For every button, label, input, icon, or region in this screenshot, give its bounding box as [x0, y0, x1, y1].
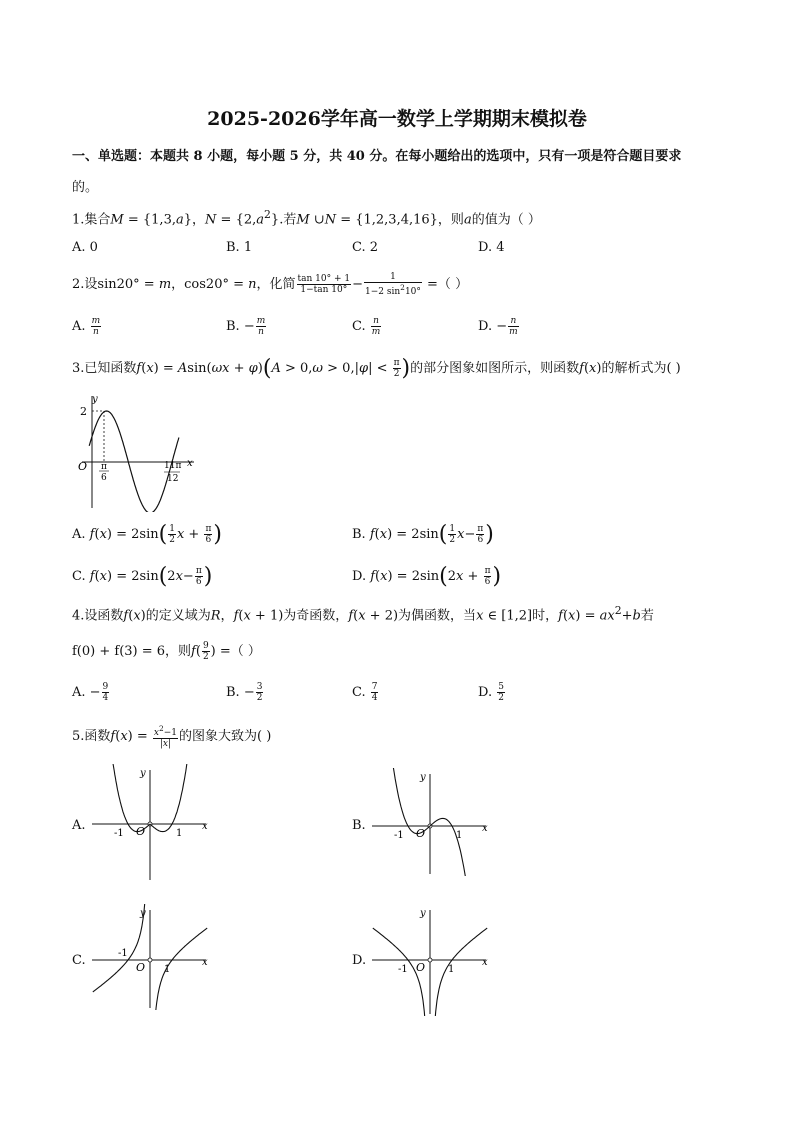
x-label: x	[202, 957, 208, 968]
page-title: 2025-2026学年高一数学上学期期末模拟卷	[207, 108, 587, 130]
one-label: 1	[176, 828, 183, 839]
y-label: y	[420, 908, 426, 919]
section-heading-cont: 的。	[72, 180, 99, 195]
q3-option-b[interactable]: B. f(x) = 2sin( $\frac{1}{2}$ x− $\frac{\pi}{6}$ )	[352, 522, 494, 547]
q3-graph	[72, 392, 202, 512]
question-3: 3.已知函数f(x) = Asin(ωx + φ)(A > 0,ω > 0,|φ| < $\frac{\pi}{2}$ )的部分图象如图所示，则函数f(x)的解析式为( )	[72, 356, 681, 381]
q1-option-d[interactable]: D. 4	[478, 240, 505, 255]
q4-option-a[interactable]: A. − $\frac{9}{4}$	[72, 682, 109, 703]
q5-option-a[interactable]: A.	[72, 818, 86, 833]
q5-option-c[interactable]: C.	[72, 953, 86, 968]
q5-graph-a	[92, 764, 216, 882]
x-label: x	[202, 821, 208, 832]
q5-graph-b	[372, 768, 496, 876]
x-label: x	[482, 957, 488, 968]
q5-option-d[interactable]: D.	[352, 953, 367, 968]
svg-text:6: 6	[101, 473, 107, 483]
q5-option-b[interactable]: B.	[352, 818, 366, 833]
svg-text:π: π	[101, 462, 107, 472]
section-heading: 一、单选题：本题共 8 小题，每小题 5 分，共 40 分。在每小题给出的选项中，只有一项是符合题目要求	[72, 149, 682, 164]
neg-one-label: -1	[398, 964, 408, 975]
q2-option-c[interactable]: C. $\frac{n}{m}$	[352, 316, 381, 337]
q4-option-c[interactable]: C. $\frac{7}{4}$	[352, 682, 378, 703]
q2-option-b[interactable]: B. − $\frac{m}{n}$	[226, 316, 266, 337]
origin-label: O	[416, 961, 426, 974]
origin-label: O	[416, 827, 426, 840]
one-label: 1	[164, 964, 171, 975]
y-label: y	[420, 772, 426, 783]
curve-branch-2	[155, 928, 207, 1010]
origin-label: O	[136, 825, 146, 838]
q4-option-d[interactable]: D. $\frac{5}{2}$	[478, 682, 504, 703]
curve-branch-1	[384, 768, 475, 876]
y-label: y	[140, 768, 146, 779]
neg-one-label: -1	[394, 830, 404, 841]
q1-option-c[interactable]: C. 2	[352, 240, 379, 255]
origin-point	[428, 958, 432, 962]
svg-text:O: O	[78, 460, 88, 473]
q4-option-b[interactable]: B. − $\frac{3}{2}$	[226, 682, 263, 703]
one-label: 1	[448, 964, 455, 975]
q3-option-d[interactable]: D. f(x) = 2sin(2x + $\frac{\pi}{6}$ )	[352, 564, 502, 589]
question-2: 2.设sin20° = m，cos20° = n，化简 $\frac{\tan 10^\circ + 1}{1-\tan 10^\circ}$ − $\frac{1}{1-2 \sin^210^\circ}$ =（ ）	[72, 272, 469, 297]
svg-text:11π: 11π	[164, 461, 182, 471]
neg-one-label: -1	[114, 828, 124, 839]
y-label: y	[140, 908, 146, 919]
svg-text:y: y	[92, 394, 98, 405]
origin-point	[148, 958, 152, 962]
q1-number: 1.	[72, 212, 85, 228]
question-5: 5.函数f(x) = $\frac{x^2-1}{|x|}$ 的图象大致为( )	[72, 724, 272, 749]
origin-label: O	[136, 961, 146, 974]
question-1: 1.集合M = {1,3,a}，$N = \{2,a^2\}$.若M ∪N = {1,2,3,4,16}，则a的值为（ ）	[72, 208, 541, 228]
one-label: 1	[456, 830, 463, 841]
q5-graph-d	[372, 904, 496, 1016]
curve-branch-2	[150, 764, 194, 832]
question-4-line2: f(0) + f(3) = 6，则f( $\frac{9}{2}$ ) =（ ）	[72, 641, 261, 662]
svg-text:12: 12	[167, 474, 179, 484]
q2-option-a[interactable]: A. $\frac{m}{n}$	[72, 316, 101, 337]
x-label: x	[482, 823, 488, 834]
q1-option-b[interactable]: B. 1	[226, 240, 253, 255]
curve-branch-2	[434, 928, 487, 1016]
q2-option-d[interactable]: D. − $\frac{n}{m}$	[478, 316, 518, 337]
q5-graph-c	[92, 904, 216, 1010]
q1-option-a[interactable]: A. 0	[72, 240, 98, 255]
svg-text:x: x	[187, 458, 193, 469]
svg-text:2: 2	[80, 405, 87, 418]
neg-one-label: -1	[118, 948, 128, 959]
question-4: 4.设函数f(x)的定义域为R，f(x + 1)为奇函数，f(x + 2)为偶函数，当x ∈ [1,2]时，$f(x) = ax^2+b$若	[72, 604, 654, 624]
q3-option-c[interactable]: C. f(x) = 2sin(2x− $\frac{\pi}{6}$ )	[72, 564, 213, 589]
q3-option-a[interactable]: A. f(x) = 2sin( $\frac{1}{2}$ x + $\frac{\pi}{6}$ )	[72, 522, 222, 547]
